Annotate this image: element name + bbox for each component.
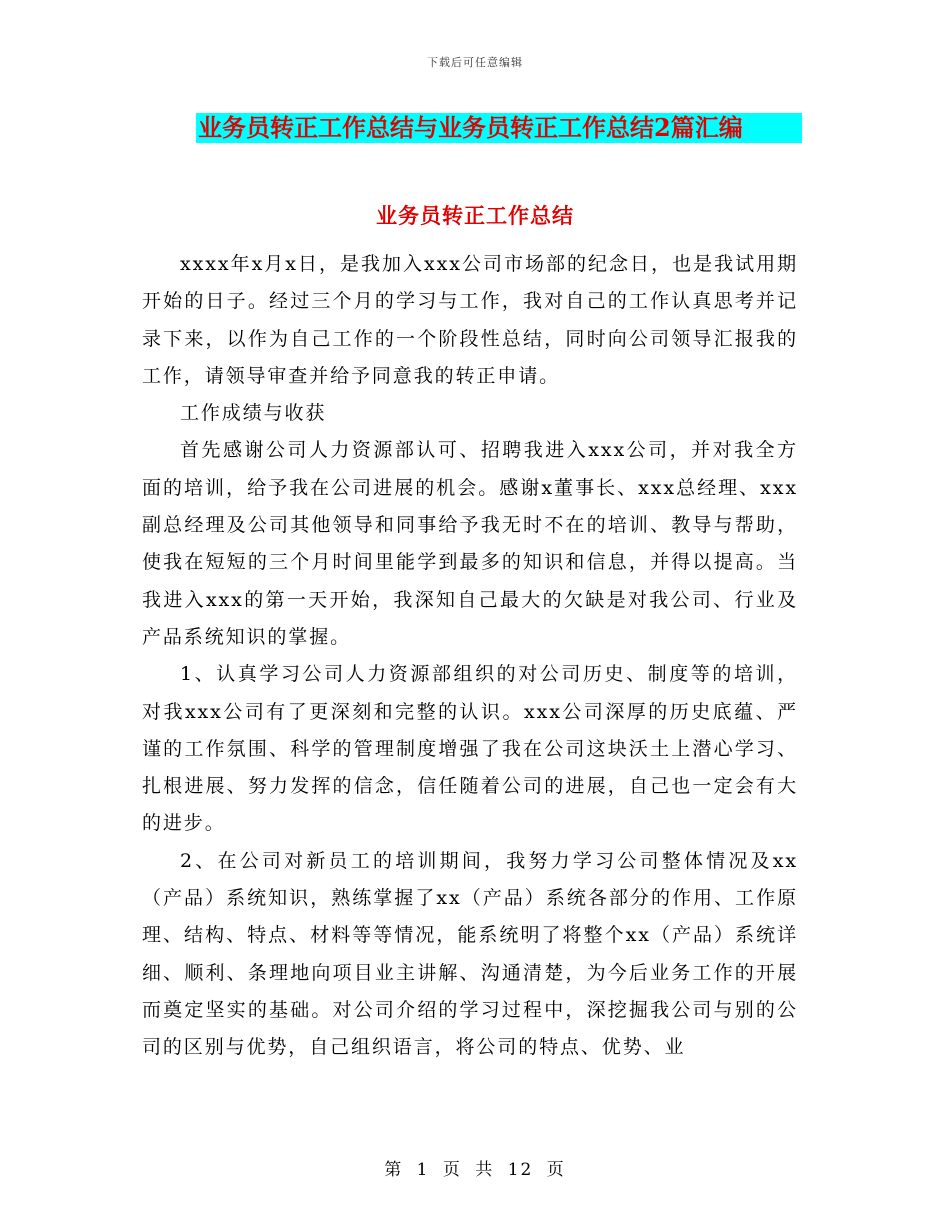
paragraph-item-2: 2、在公司对新员工的培训期间，我努力学习公司整体情况及xx（产品）系统知识，熟练掌握了xx（产品）系统各部分的作用、工作原理、结构、特点、材料等等情况，能系统明了将整个xx（产品）系统详细、顺利、条理地向项目业主讲解、沟通清楚，为今后业务工作的开展而奠定坚实的基础。对公司介绍的学习过程中，深挖掘我公司与别的公司的区别与优势，自己组织语言，将公司的特点、优势、业 — [142, 849, 798, 1059]
section-title: 业务员转正工作总结 — [376, 203, 574, 228]
paragraph-item-1: 1、认真学习公司人力资源部组织的对公司历史、制度等的培训，对我xxx公司有了更深刻和完整的认识。xxx公司深厚的历史底蕴、严谨的工作氛围、科学的管理制度增强了我在公司这块沃土上潜心学习、扎根进展、努力发挥的信念，信任随着公司的进展，自己也一定会有大的进步。 — [142, 663, 798, 835]
document-body — [142, 246, 798, 1067]
paragraph-heading-achievements: 工作成绩与收获 — [180, 402, 327, 425]
header-note: 下载后可任意编辑 — [427, 56, 523, 69]
document-title: 业务员转正工作总结与业务员转正工作总结2篇汇编 — [196, 113, 802, 143]
page-number: 第 1 页 共 12 页 — [384, 1160, 566, 1180]
paragraph-intro: xxxx年x月x日，是我加入xxx公司市场部的纪念日，也是我试用期开始的日子。经过三个月的学习与工作，我对自己的工作认真思考并记录下来，以作为自己工作的一个阶段性总结，同时向公司领导汇报我的工作，请领导审查并给予同意我的转正申请。 — [142, 253, 798, 387]
paragraph-thanks: 首先感谢公司人力资源部认可、招聘我进入xxx公司，并对我全方面的培训，给予我在公司进展的机会。感谢x董事长、xxx总经理、xxx副总经理及公司其他领导和同事给予我无时不在的培训、教导与帮助，使我在短短的三个月时间里能学到最多的知识和信息，并得以提高。当我进入xxx的第一天开始，我深知自己最大的欠缺是对我公司、行业及产品系统知识的掌握。 — [142, 439, 798, 648]
